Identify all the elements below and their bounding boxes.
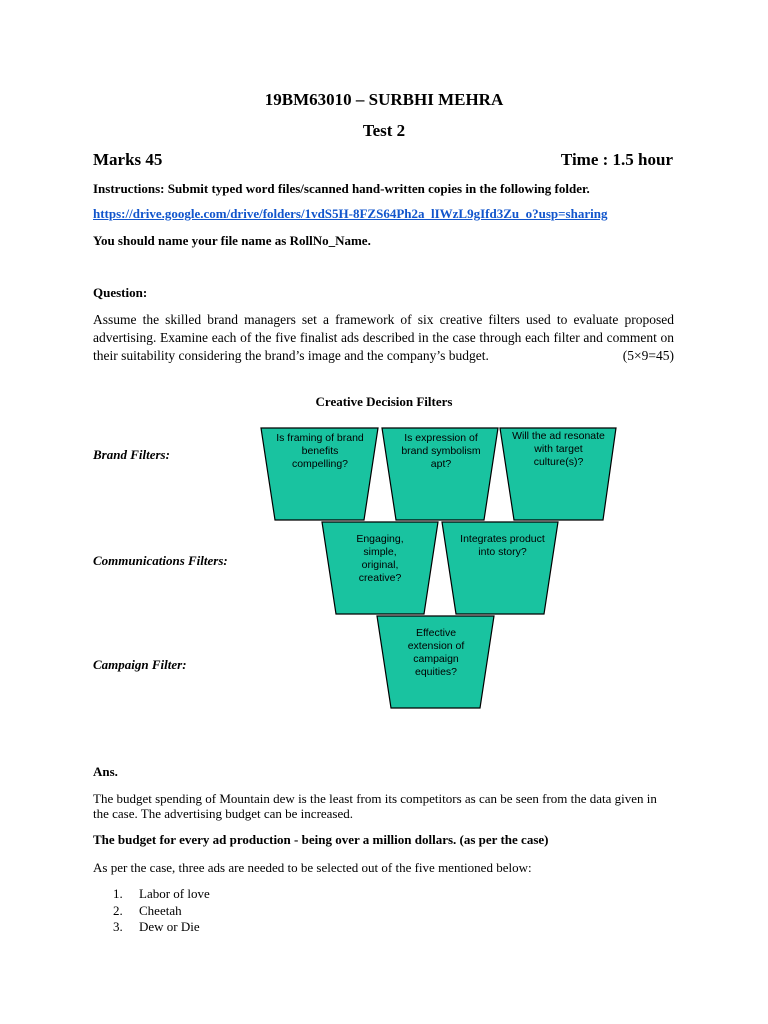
- row-label-brand: Brand Filters:: [93, 447, 170, 462]
- filter-brand-symbolism: Is expression of brand symbolism apt?: [401, 432, 481, 470]
- answer-paragraph-selection: As per the case, three ads are needed to be selected out of the five mentioned below:: [93, 860, 532, 875]
- file-naming-note: You should name your file name as RollNo_Name.: [93, 233, 371, 248]
- marks-calculation: (5×9=45): [622, 348, 674, 363]
- list-item: 1. Labor of love: [113, 886, 210, 901]
- filter-target-culture: Will the ad resonate with target culture(s)?: [512, 430, 605, 468]
- filter-brand-benefits: Is framing of brand benefits compelling?: [276, 432, 364, 470]
- time-label: Time : 1.5 hour: [560, 150, 673, 169]
- filter-campaign-equities: Effective extension of campaign equities?: [407, 627, 465, 678]
- diagram-title: Creative Decision Filters: [315, 394, 453, 409]
- question-text: Assume the skilled brand managers set a framework of six creative filters used to evaluate proposed advertising. Examine each of the five finalist ads described in the case through each filter and comment on their suitability considering the brand’s image and the company’s budget.: [93, 312, 674, 363]
- test-subtitle: Test 2: [362, 121, 406, 140]
- drive-folder-link[interactable]: https://drive.google.com/drive/folders/1vdS5H-8FZS64Ph2a_lIWzL9gIfd3Zu_o?usp=sharing: [93, 206, 608, 221]
- answer-heading: Ans.: [93, 764, 118, 779]
- list-item: 2. Cheetah: [113, 903, 182, 918]
- instructions-text: Instructions: Submit typed word files/scanned hand-written copies in the following folder.: [93, 181, 590, 196]
- filter-engaging: Engaging, simple, original, creative?: [356, 533, 404, 584]
- list-item: 3. Dew or Die: [113, 919, 200, 934]
- row-label-campaign: Campaign Filter:: [93, 657, 187, 672]
- filter-integrates-product: Integrates product into story?: [460, 533, 545, 558]
- page-title: 19BM63010 – SURBHI MEHRA: [264, 90, 504, 109]
- answer-paragraph-production: The budget for every ad production - being over a million dollars. (as per the case): [93, 832, 549, 847]
- row-label-communications: Communications Filters:: [93, 553, 228, 568]
- marks-label: Marks 45: [93, 150, 163, 169]
- answer-paragraph-budget: The budget spending of Mountain dew is the least from its competitors as can be seen from the data given in the case. The advertising budget can be increased.: [93, 791, 657, 821]
- question-heading: Question:: [93, 285, 148, 300]
